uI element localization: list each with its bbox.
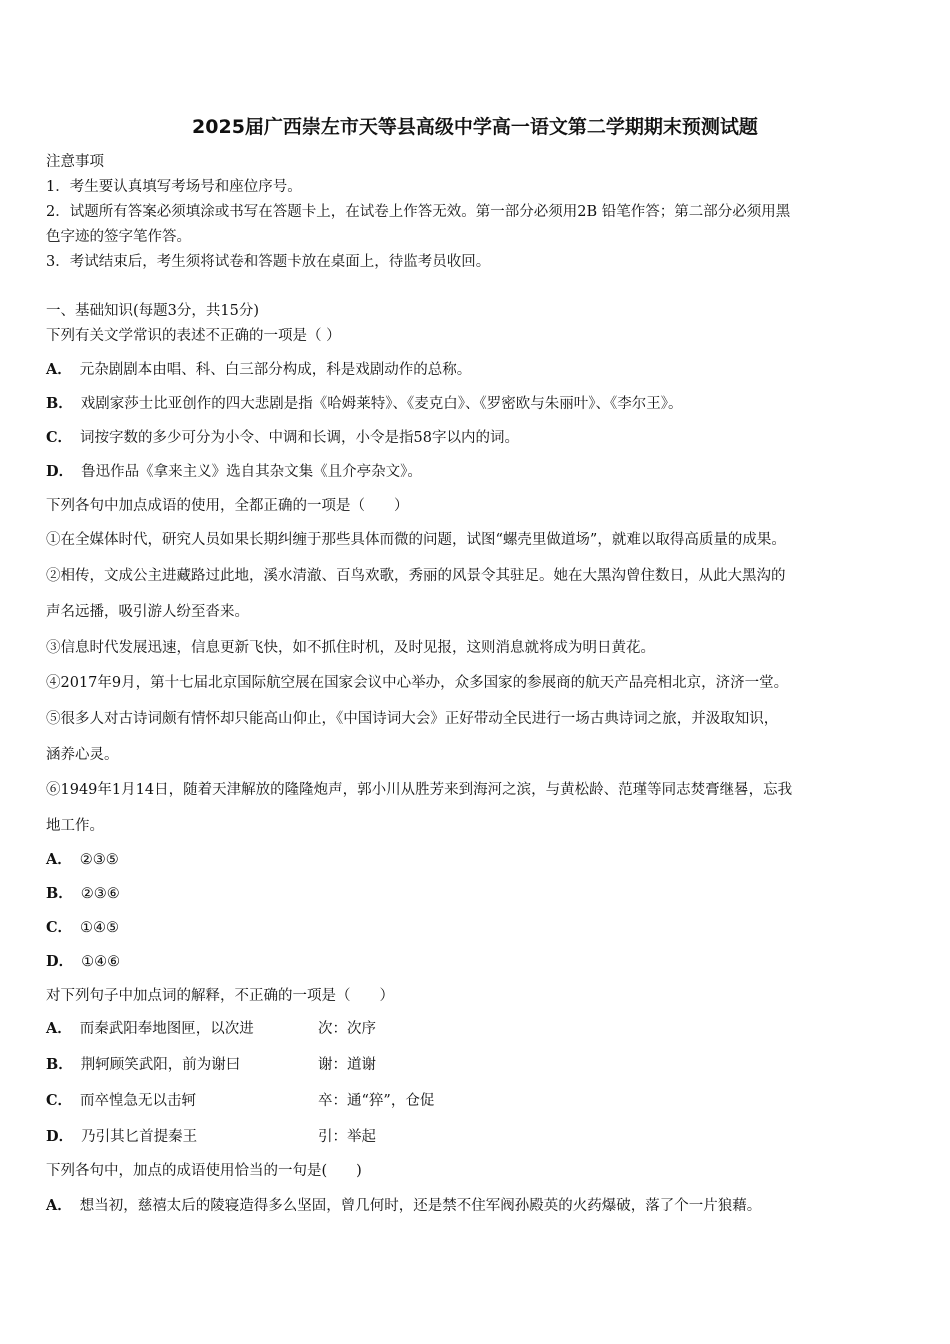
notice-item: 2．试题所有答案必须填涂或书写在答题卡上，在试卷上作答无效。第一部分必须用2B 铅笔作答；第二部分必须用黑 [46, 204, 791, 220]
question-4-stem: 下列各句中，加点的成语使用恰当的一句是( ) [46, 1163, 362, 1179]
option-text: 鲁迅作品《拿来主义》选自其杂文集《且介亭杂文》。 [81, 464, 422, 480]
q3-option-d [46, 1127, 646, 1147]
option-label: C． [46, 919, 73, 936]
option-text: 乃引其匕首提秦王 [81, 1129, 198, 1145]
q3-option-c [46, 1091, 646, 1111]
option-gloss: 引：举起 [318, 1129, 376, 1145]
option-label: A． [46, 851, 72, 868]
option-gloss: 谢：道谢 [318, 1057, 376, 1073]
q2-option-a [46, 850, 119, 870]
q4-option-a [46, 1196, 761, 1216]
option-label: A． [46, 1020, 72, 1037]
q1-option-a [46, 360, 471, 380]
q3-option-b [46, 1055, 646, 1075]
question-2-stem: 下列各句中加点成语的使用，全都正确的一项是（ ） [46, 498, 409, 514]
q2-sentence: 地工作。 [46, 818, 104, 834]
option-text: 想当初，慈禧太后的陵寝造得多么坚固，曾几何时，还是禁不住军阀孙殿英的火药爆破，落了个一片狼藉。 [79, 1198, 762, 1214]
option-label: A． [46, 1197, 72, 1214]
q2-sentence: ⑥1949年1月14日，随着天津解放的隆隆炮声，郭小川从胜芳来到海河之滨，与黄松龄、范瑾等同志焚膏继晷，忘我 [46, 782, 793, 798]
q2-sentence: ③信息时代发展迅速，信息更新飞快，如不抓住时机，及时见报，这则消息就将成为明日黄花。 [46, 640, 655, 656]
q1-option-b [46, 394, 683, 414]
q2-option-b [46, 884, 120, 904]
q2-sentence: 声名远播，吸引游人纷至沓来。 [46, 604, 249, 620]
q3-option-a [46, 1019, 646, 1039]
notice-item: 3．考试结束后，考生须将试卷和答题卡放在桌面上，待监考员收回。 [46, 254, 491, 270]
option-text: 戏剧家莎士比亚创作的四大悲剧是指《哈姆莱特》、《麦克白》、《罗密欧与朱丽叶》、《李尔王》。 [80, 396, 683, 412]
q2-option-d [46, 952, 120, 972]
option-text: ①④⑤ [80, 920, 120, 936]
q2-sentence: ②相传，文成公主进藏路过此地，溪水清澈、百鸟欢歌，秀丽的风景令其驻足。她在大黑沟曾住数日，从此大黑沟的 [46, 568, 786, 584]
option-label: D． [46, 953, 74, 970]
notice-heading: 注意事项 [46, 154, 104, 170]
option-label: B． [46, 395, 73, 412]
notice-item: 1．考生要认真填写考场号和座位序号。 [46, 179, 302, 195]
option-label: C． [46, 429, 73, 446]
q2-sentence: 涵养心灵。 [46, 747, 119, 763]
option-label: B． [46, 885, 73, 902]
notice-item: 色字迹的签字笔作答。 [46, 229, 191, 245]
section-heading: 一、基础知识(每题3分，共15分) [46, 303, 259, 319]
q2-sentence: ①在全媒体时代，研究人员如果长期纠缠于那些具体而微的问题，试图“螺壳里做道场”，就难以取得高质量的成果。 [46, 532, 786, 548]
option-label: A． [46, 361, 72, 378]
option-text: 荆轲顾笑武阳，前为谢曰 [80, 1057, 241, 1073]
option-text: 而秦武阳奉地图匣，以次进 [79, 1021, 254, 1037]
q2-sentence: ④2017年9月，第十七届北京国际航空展在国家会议中心举办，众多国家的参展商的航天产品亮相北京，济济一堂。 [46, 675, 789, 691]
option-text: 词按字数的多少可分为小令、中调和长调，小令是指58字以内的词。 [80, 430, 519, 446]
page-title: 2025届广西崇左市天等县高级中学高一语文第二学期期末预测试题 [192, 116, 758, 138]
option-text: 而卒惶急无以击轲 [80, 1093, 197, 1109]
q1-option-d [46, 462, 422, 482]
option-text: 元杂剧剧本由唱、科、白三部分构成，科是戏剧动作的总称。 [79, 362, 472, 378]
option-text: ①④⑥ [81, 954, 121, 970]
option-gloss: 次：次序 [318, 1021, 376, 1037]
question-1-stem: 下列有关文学常识的表述不正确的一项是（ ） [46, 328, 341, 344]
option-label: D． [46, 1128, 74, 1145]
q1-option-c [46, 428, 519, 448]
question-3-stem: 对下列句子中加点词的解释，不正确的一项是（ ） [46, 988, 394, 1004]
option-label: B． [46, 1056, 73, 1073]
q2-sentence: ⑤很多人对古诗词颇有情怀却只能高山仰止，《中国诗词大会》正好带动全民进行一场古典诗词之旅，并汲取知识， [46, 711, 779, 727]
option-label: C． [46, 1092, 73, 1109]
option-text: ②③⑤ [79, 852, 119, 868]
q2-option-c [46, 918, 119, 938]
option-label: D． [46, 463, 74, 480]
option-text: ②③⑥ [80, 886, 120, 902]
option-gloss: 卒：通“猝”，仓促 [318, 1093, 435, 1109]
